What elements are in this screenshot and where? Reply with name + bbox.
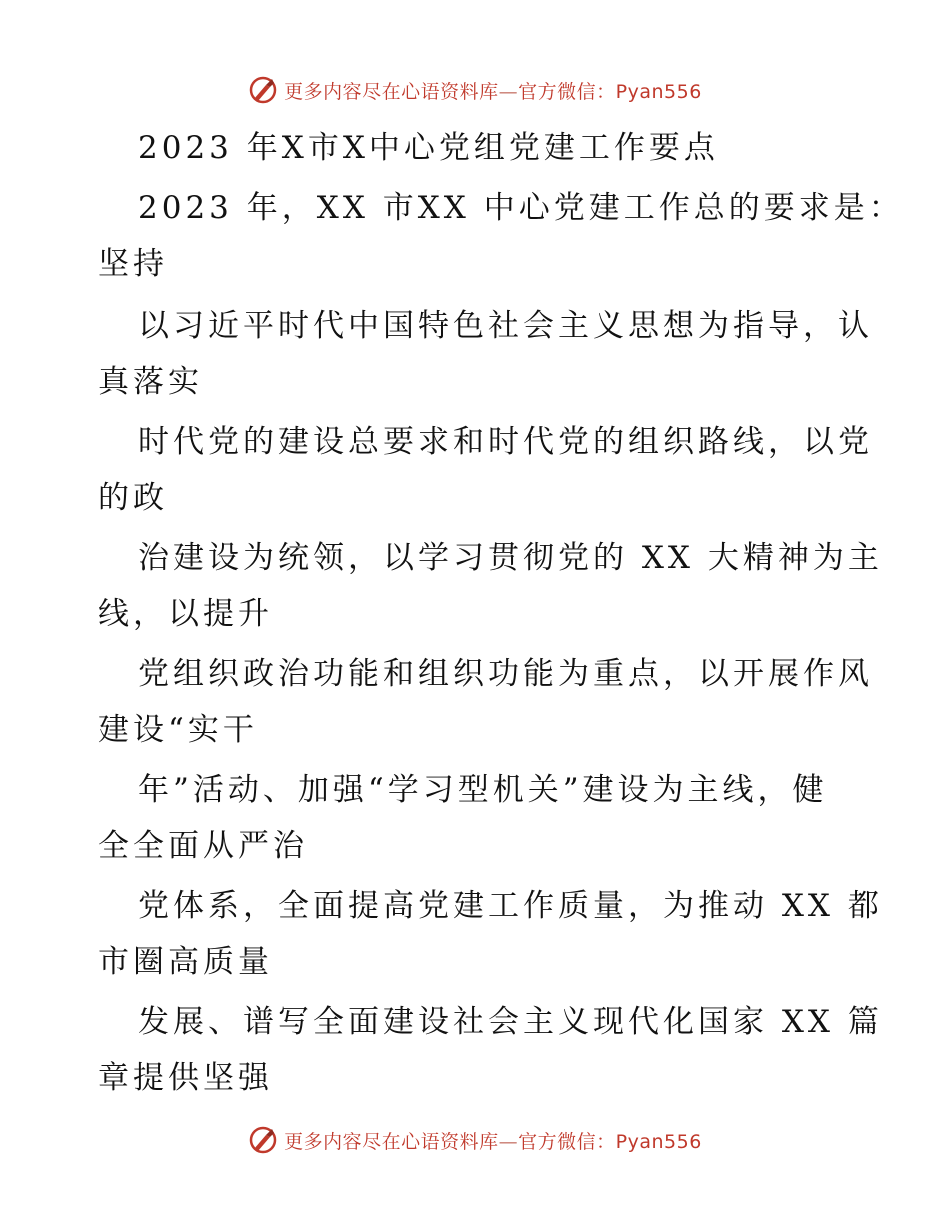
paragraph-line: 真落实 xyxy=(98,364,203,400)
document-title: 2023 年X市X中心党组党建工作要点 xyxy=(138,130,719,166)
paragraph-line: 党体系，全面提高党建工作质量，为推动 XX 都 xyxy=(138,888,883,924)
watermark-footer xyxy=(0,1120,950,1160)
paragraph-line: 全全面从严治 xyxy=(98,828,308,864)
paragraph-line: 的政 xyxy=(98,480,168,516)
paragraph-line: 线，以提升 xyxy=(98,596,273,632)
paragraph-line: 章提供坚强 xyxy=(98,1060,273,1096)
pen-logo-icon xyxy=(248,75,278,105)
paragraph-line: 党组织政治功能和组织功能为重点，以开展作风 xyxy=(138,656,873,692)
paragraph-line: 坚持 xyxy=(98,246,168,282)
paragraph-line: 时代党的建设总要求和时代党的组织路线，以党 xyxy=(138,424,873,460)
paragraph-line: 发展、谱写全面建设社会主义现代化国家 XX 篇 xyxy=(138,1004,883,1040)
paragraph-line: 市圈高质量 xyxy=(98,944,273,980)
watermark-text: 更多内容尽在心语资料库—官方微信：Pyan556 xyxy=(284,80,702,103)
paragraph-line: 年”活动、加强“学习型机关”建设为主线，健 xyxy=(138,772,828,808)
paragraph-line: 治建设为统领，以学习贯彻党的 XX 大精神为主 xyxy=(138,540,883,576)
paragraph-line: 2023 年，XX 市XX 中心党建工作总的要求是： xyxy=(138,190,904,226)
pen-logo-icon xyxy=(248,1125,278,1155)
watermark-text: 更多内容尽在心语资料库—官方微信：Pyan556 xyxy=(284,1130,702,1153)
watermark-header xyxy=(0,70,950,110)
paragraph-line: 以习近平时代中国特色社会主义思想为指导，认 xyxy=(138,308,873,344)
paragraph-line: 建设“实干 xyxy=(98,712,258,748)
